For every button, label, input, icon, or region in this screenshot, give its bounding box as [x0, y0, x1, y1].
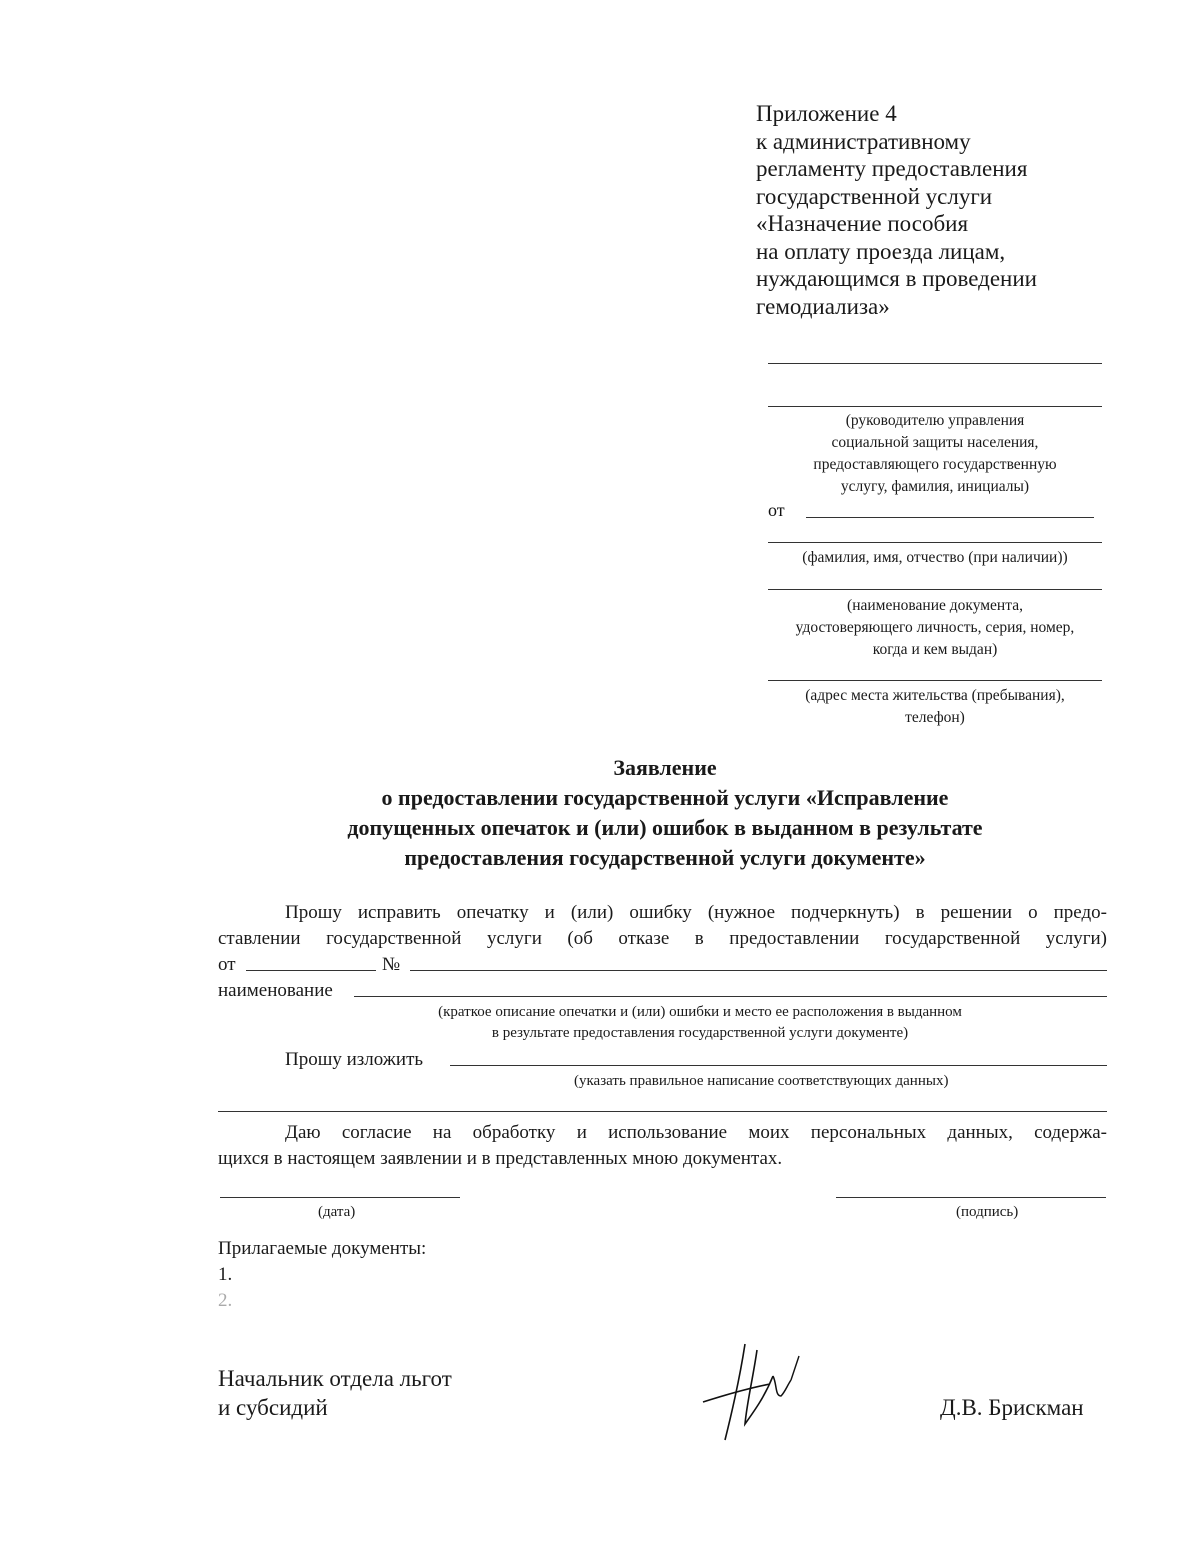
from-label: от: [768, 500, 785, 520]
address-rule: [768, 680, 1102, 681]
restate-field[interactable]: [450, 1065, 1107, 1066]
title-line: предоставления государственной услуги документе»: [404, 845, 926, 870]
head-caption-line: предоставляющего государственную: [813, 456, 1057, 473]
signature-caption: (подпись): [956, 1204, 1019, 1220]
appendix-line: к административному: [756, 128, 971, 154]
description-caption-line: в результате предоставления государственной услуги документе): [491, 1025, 909, 1041]
address-caption-line: (адрес места жительства (пребывания),: [805, 687, 1065, 704]
from-field[interactable]: [806, 517, 1094, 518]
id-rule: [768, 589, 1102, 590]
id-caption-line: удостоверяющего личность, серия, номер,: [795, 619, 1075, 636]
name-field[interactable]: [354, 996, 1107, 997]
restate-label: Прошу изложить: [285, 1049, 424, 1070]
title-line: допущенных опечаток и (или) ошибок в выданном в результате: [347, 815, 983, 840]
description-caption-line: (краткое описание опечатки и (или) ошибки и место ее расположения в выданном: [438, 1004, 962, 1020]
position-line: Начальник отдела льгот: [218, 1366, 452, 1391]
consent-line-2: щихся в настоящем заявлении и в представленных мною документах.: [218, 1148, 783, 1169]
attachment-item: 2.: [218, 1290, 233, 1311]
appendix-line: регламенту предоставления: [756, 156, 1028, 181]
appendix-line: «Назначение пособия: [756, 211, 969, 236]
id-caption-line: когда и кем выдан): [872, 641, 998, 658]
signer-name: Д.В. Брискман: [940, 1395, 1084, 1420]
position-line: и субсидий: [218, 1395, 328, 1420]
decision-number-label: №: [382, 954, 401, 975]
id-caption: [755, 595, 1115, 661]
title-line: о предоставлении государственной услуги «Исправление: [381, 785, 949, 810]
consent-line-1: Даю согласие на обработку и использование моих персональных данных, содержа-: [285, 1122, 1107, 1143]
date-caption: (дата): [318, 1204, 356, 1220]
addressee-rule-2: [768, 406, 1102, 407]
appendix-line: нуждающимся в проведении: [756, 266, 1037, 291]
attachments-heading: Прилагаемые документы:: [218, 1238, 427, 1259]
appendix-block: [756, 100, 1136, 320]
head-caption-line: услугу, фамилия, инициалы): [840, 478, 1030, 495]
description-caption: [340, 1002, 1060, 1044]
addressee-rule-1: [768, 363, 1102, 364]
name-rule: [768, 542, 1102, 543]
handwritten-signature: [695, 1340, 815, 1450]
decision-date-field[interactable]: [246, 970, 376, 971]
appendix-line: на оплату проезда лицам,: [756, 238, 1006, 264]
id-caption-line: (наименование документа,: [847, 597, 1023, 614]
head-caption-line: (руководителю управления: [845, 412, 1025, 429]
head-caption-line: социальной защиты населения,: [831, 434, 1039, 451]
appendix-line: Приложение 4: [756, 101, 897, 126]
position-title: [218, 1364, 452, 1422]
decision-number-field[interactable]: [410, 970, 1107, 971]
address-caption: [760, 685, 1110, 729]
date-field[interactable]: [220, 1197, 460, 1198]
name-label: наименование: [218, 980, 333, 1001]
appendix-line: государственной услуги: [756, 183, 993, 209]
title-line: Заявление: [613, 755, 717, 780]
appendix-line: гемодиализа»: [756, 293, 890, 319]
decision-from-label: от: [218, 954, 236, 975]
request-line-2: ставлении государственной услуги (об отказе в предоставлении государственной услуги): [218, 928, 1107, 949]
name-caption: (фамилия, имя, отчество (при наличии)): [802, 549, 1068, 566]
head-caption: [760, 410, 1110, 498]
attachment-item: 1.: [218, 1264, 233, 1285]
restate-field-2[interactable]: [218, 1111, 1107, 1112]
address-caption-line: телефон): [905, 709, 965, 726]
request-line-1: Прошу исправить опечатку и (или) ошибку (нужное подчеркнуть) в решении о предо-: [285, 902, 1107, 923]
signature-field[interactable]: [836, 1197, 1106, 1198]
restate-caption: (указать правильное написание соответствующих данных): [574, 1073, 949, 1089]
document-title: [200, 753, 1130, 873]
